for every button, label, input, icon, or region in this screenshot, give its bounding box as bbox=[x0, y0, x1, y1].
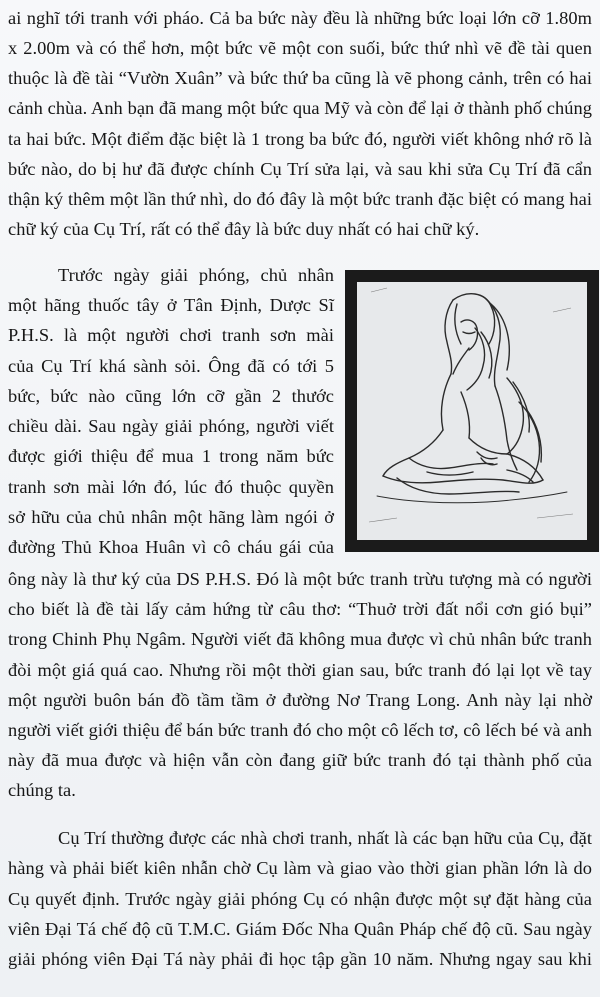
text-line: Cụ quyết định. Trước ngày giải phóng Cụ có nhận được một sự đặt hàng của bbox=[8, 889, 592, 909]
text-line: người viết giới thiệu để bán bức tranh đó cho một cô lếch tơ, cô lếch bé và anh bbox=[8, 720, 592, 740]
text-line: ai nghĩ tới tranh với pháo. Cả ba bức này đều là những bức loại lớn cỡ 1.80m bbox=[8, 8, 592, 28]
text-line: Cụ Trí thường được các nhà chơi tranh, nhất là các bạn hữu của Cụ, đặt bbox=[58, 828, 592, 848]
text-line: hàng và phải biết kiên nhẫn chờ Cụ làm và giao vào thời gian phần lớn là do bbox=[8, 858, 592, 878]
text-line: P.H.S. là một người chơi tranh sơn mài bbox=[8, 325, 334, 345]
text-line: chúng ta. bbox=[8, 780, 76, 800]
text-line: một hãng thuốc tây ở Tân Định, Dược Sĩ bbox=[8, 295, 334, 315]
text-line: trong Chinh Phụ Ngâm. Người viết đã không mua được vì chủ nhân bức tranh bbox=[8, 629, 592, 649]
text-line: đường Thủ Khoa Huân vì cô cháu gái của bbox=[8, 537, 334, 557]
text-line: viên Đại Tá chế độ cũ T.M.C. Giám Đốc Nha Quân Pháp chế độ cũ. Sau ngày bbox=[8, 919, 592, 939]
text-line: thuộc là đề tài “Vườn Xuân” và bức thứ ba cũng là vẽ phong cảnh, trên có hai bbox=[8, 68, 592, 88]
text-line: cảnh chùa. Anh bạn đã mang một bức qua Mỹ và còn để lại ở thành phố chúng bbox=[8, 98, 592, 118]
text-line: giải phóng viên Đại Tá này phải đi học tập gần 10 năm. Nhưng ngay sau khi bbox=[8, 949, 592, 969]
text-line: của Cụ Trí khá sành sỏi. Ông đã có tới 5 bbox=[8, 356, 334, 376]
text-line: bức nào, do bị hư đã được chính Cụ Trí sửa lại, và sau khi sửa Cụ Trí đã cẩn bbox=[8, 159, 592, 179]
text-line: được giới thiệu để mua 1 trong năm bức bbox=[8, 446, 334, 466]
text-line: thận ký thêm một lần thứ nhì, do đó đây là một bức tranh đặc biệt có mang hai bbox=[8, 189, 592, 209]
text-line: bức, bức nào cũng lớn cỡ gần 2 thước bbox=[8, 386, 334, 406]
text-line: sở hữu của chủ nhân một hãng làm ngói ở bbox=[8, 507, 334, 527]
text-line: ông này là thư ký của DS P.H.S. Đó là một bức tranh trừu tượng mà có người bbox=[8, 569, 592, 589]
text-line: chiều dài. Sau ngày giải phóng, người viết bbox=[8, 416, 334, 436]
text-line: chữ ký của Cụ Trí, rất có thể đây là bức duy nhất có hai chữ ký. bbox=[8, 219, 480, 239]
text-line: cho biết là đề tài lấy cảm hứng từ câu thơ: “Thuở trời đất nổi cơn gió bụi” bbox=[8, 599, 592, 619]
framed-illustration bbox=[345, 270, 599, 552]
seated-figure-sketch-icon bbox=[357, 282, 587, 540]
text-line: đòi một giá quá cao. Nhưng rồi một thời gian sau, bức tranh đó lại lọt về tay bbox=[8, 660, 592, 680]
text-line: này đã mua được và hiện vẫn còn đang giữ bức tranh đó tại thành phố của bbox=[8, 750, 592, 770]
text-line: tranh sơn mài lớn đó, lúc đó thuộc quyền bbox=[8, 477, 334, 497]
text-line: ta hai bức. Một điểm đặc biệt là 1 trong ba bức đó, người viết không nhớ rõ là bbox=[8, 129, 592, 149]
text-line: một người buôn bán đồ tầm tầm ở đường Nơ Trang Long. Anh này lại nhờ bbox=[8, 690, 592, 710]
text-line: Trước ngày giải phóng, chủ nhân bbox=[58, 265, 334, 285]
text-line: x 2.00m và có thể hơn, một bức vẽ một con suối, bức thứ nhì vẽ đề tài quen bbox=[8, 38, 592, 58]
